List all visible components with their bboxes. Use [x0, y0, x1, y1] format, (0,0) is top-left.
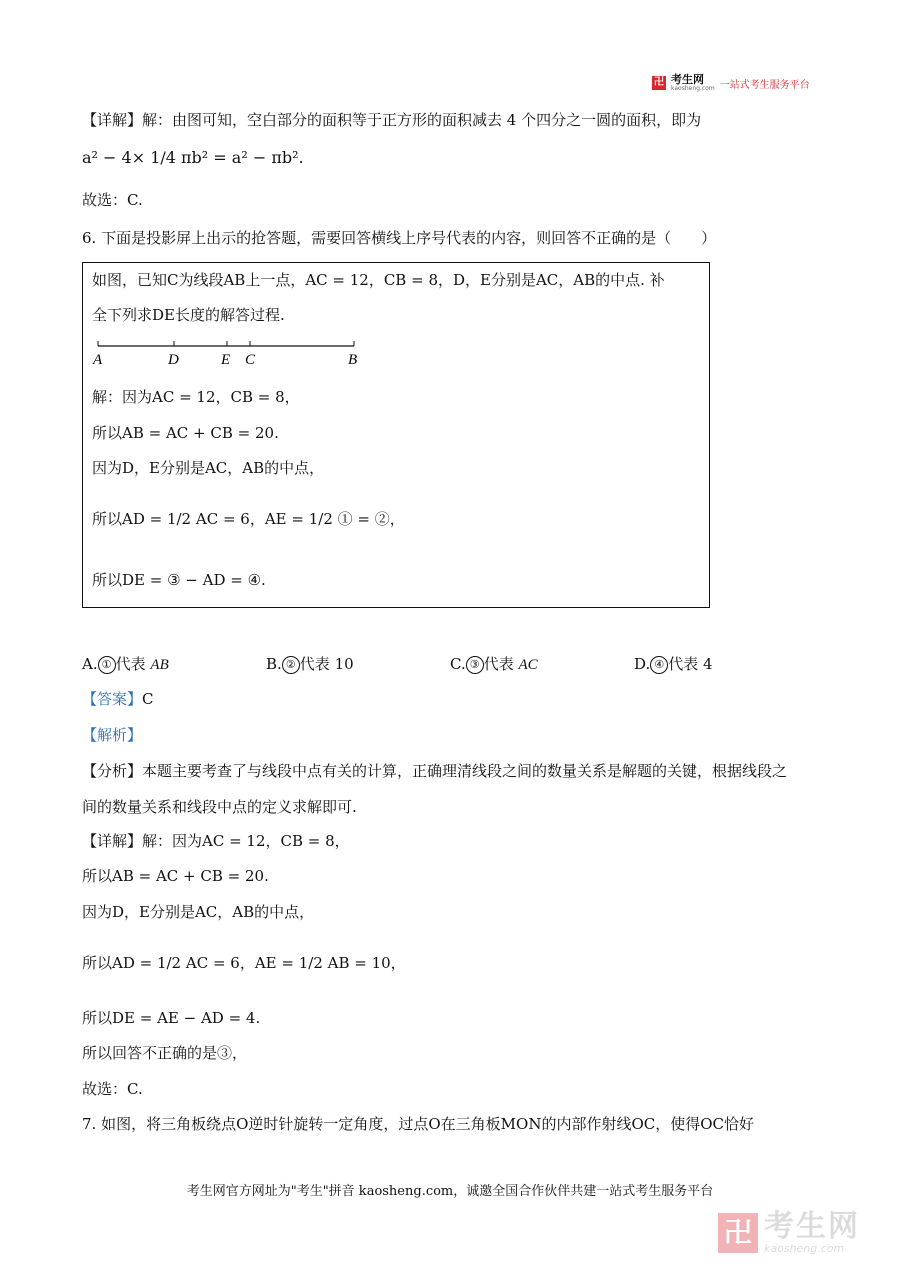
q7-stem: 7. 如图，将三角板绕点O逆时针旋转一定角度，过点O在三角板MON的内部作射线OC，使得OC恰好	[82, 1115, 755, 1133]
circled-1: ①	[98, 656, 116, 674]
prev-detail-line	[82, 110, 701, 130]
header-logo	[652, 73, 810, 93]
answer-line	[82, 689, 154, 709]
detail-tag: 【详解】	[82, 832, 143, 850]
detail-line-2: 所以AB = AC + CB = 20.	[82, 867, 269, 885]
detail-text: 解：由图可知，空白部分的面积等于正方形的面积减去 4 个四分之一圆的面积，即为	[142, 111, 702, 129]
detail-line-4: 所以AD = 1/2 AC = 6，AE = 1/2 AB = 10，	[82, 954, 406, 972]
prev-choice: 故选：C.	[82, 191, 143, 209]
detail-line-7: 故选：C.	[82, 1080, 143, 1098]
sol-line-2: 所以AB = AC + CB = 20.	[92, 424, 279, 442]
detail-tag: 【详解】	[82, 111, 143, 129]
label-b: B	[348, 352, 358, 368]
logo-name: 考生网	[671, 73, 704, 86]
sol-line-4: 所以AD = 1/2 AC = 6，AE = 1/2 ① = ②，	[92, 510, 405, 528]
watermark-domain: kaosheng.com	[764, 1241, 845, 1255]
label-a: A	[93, 352, 103, 368]
fenxi-line-1: 【分析】本题主要考查了与线段中点有关的计算，正确理清线段之间的数量关系是解题的关键，根据线段之	[82, 762, 788, 780]
sol-line-5: 所以DE = ③ − AD = ④.	[92, 571, 266, 589]
option-d: D. ④ 代表 4	[634, 655, 713, 673]
prev-formula: a² − 4× 1/4 πb² = a² − πb².	[82, 148, 304, 167]
label-e: E	[221, 352, 231, 368]
circled-4: ④	[650, 656, 668, 674]
logo-wordmark	[671, 74, 715, 92]
segment-figure	[88, 336, 368, 372]
box-line-2: 全下列求DE长度的解答过程.	[92, 306, 285, 324]
watermark-logo-icon: 卍	[718, 1213, 758, 1253]
logo-domain: kaosheng.com	[671, 85, 715, 92]
watermark-name: 考生网	[764, 1208, 860, 1244]
detail-line-6: 所以回答不正确的是③，	[82, 1044, 248, 1062]
label-d: D	[168, 352, 179, 368]
sol-line-1: 解：因为AC = 12，CB = 8，	[92, 388, 300, 406]
detail-line-3: 因为D，E分别是AC，AB的中点，	[82, 903, 315, 921]
fenxi-tag: 【分析】	[82, 762, 143, 780]
detail-line-5: 所以DE = AE − AD = 4.	[82, 1009, 261, 1027]
circled-2: ②	[282, 656, 300, 674]
logo-slogan: 一站式考生服务平台	[719, 79, 810, 91]
option-b: B. ② 代表 10	[266, 655, 354, 673]
answer-tag: 【答案】	[82, 690, 143, 708]
option-c: C. ③ 代表 AC	[450, 655, 538, 673]
box-line-1: 如图，已知C为线段AB上一点，AC = 12，CB = 8，D，E分别是AC，AB的中点. 补	[92, 271, 665, 289]
detail-line-1: 【详解】解：因为AC = 12，CB = 8，	[82, 832, 350, 850]
circled-3: ③	[466, 656, 484, 674]
footer-text: 考生网官方网址为"考生"拼音 kaosheng.com，诚邀全国合作伙伴共建一站式考生服务平台	[186, 1184, 714, 1199]
watermark	[718, 1205, 888, 1260]
kaosheng-logo-icon: 卍	[654, 77, 664, 88]
option-a: A. ① 代表 AB	[82, 655, 169, 673]
fenxi-line-2: 间的数量关系和线段中点的定义求解即可.	[82, 798, 357, 816]
label-c: C	[245, 352, 256, 368]
sol-line-3: 因为D，E分别是AC，AB的中点，	[92, 459, 325, 477]
q6-stem: 6. 下面是投影屏上出示的抢答题，需要回答横线上序号代表的内容，则回答不正确的是（ ）	[82, 229, 717, 247]
answer-value: C	[142, 690, 154, 708]
analysis-tag: 【解析】	[82, 726, 143, 744]
